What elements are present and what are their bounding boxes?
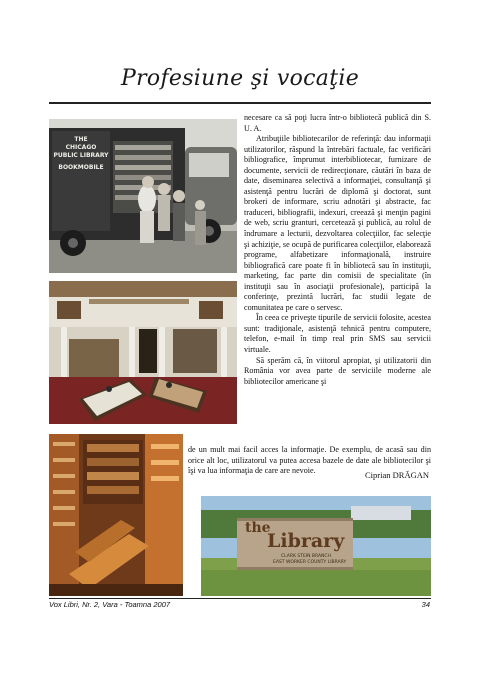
footer-rule <box>49 598 431 599</box>
sign-main-text: Library <box>267 530 345 552</box>
reading-room-photo <box>49 281 237 424</box>
paragraph-4b: de un mult mai facil acces la informaţie. De exemplu, de acasă sau din orice alt loc, utilizatorul va putea accesa bazele de date ale bibliotecilor şi îşi va lua informaţia de care are nevoie. <box>188 445 431 476</box>
author-signature: Ciprian DRĂGAN <box>365 470 429 480</box>
page-title: Profesiune şi vocaţie <box>120 66 360 91</box>
article-column <box>244 113 431 387</box>
paragraph-3: În ceea ce priveşte tipurile de servicii folosite, acestea sunt: tradiţionale, asistenţă tehnică pentru computere, telefon, e-mail în timp real prin SMS sau servicii virtuale. <box>244 313 431 355</box>
page-number: 34 <box>421 600 430 609</box>
sign-line-2: CHICAGO <box>65 144 97 151</box>
header-rule <box>49 102 431 104</box>
bookmobile-sign-text <box>51 136 111 172</box>
sign-top-text: the <box>245 520 271 536</box>
bookmobile-photo <box>49 119 237 273</box>
sign-line-3: PUBLIC LIBRARY <box>53 152 109 159</box>
sign-line-4: BOOKMOBILE <box>58 164 104 171</box>
library-sign-photo <box>201 496 431 596</box>
sign-sub-text-1: CLARK STEIN BRANCH <box>281 554 331 559</box>
wooden-library-photo <box>49 434 183 596</box>
sign-sub-text-2: EAST WORKER COUNTY LIBRARY <box>273 560 347 565</box>
paragraph-2: Atribuţiile bibliotecarilor de referinţă: dau informaţii utilizatorilor, răspund la întrebări factuale, fac verificări bibliografice, împrumut interbibliotecar, furnizare de documente, servicii de redirecţionare, căutări în baza de date, diseminarea selectivă a informaţiei, consultanţă şi asistenţă pentru lucrări de diplomă şi doctorat, sunt brokeri de informare, scriu adnotări şi abstracte, fac traduceri, bibliografii, indexuri, creează şi menţin pagini de web, scriu granturi, cercetează şi publică, au rolul de îndrumare a lecturii, dezvoltarea colecţiilor, fac selecţie şi achiziţie, se ocupă de purificarea colecţiilor, elaborează programe, alfabetizare informaţională, instruire bibliografică care poate fi în bibliotecă sau în instituţii, marketing, fac parte din comisii de specialitate (în instituţii sau în asociaţii profesionale), participă la conferinţe, prezintă lucrări, fac studii legate de comunitatea pe care o servesc. <box>244 134 431 312</box>
paragraph-1: necesare ca să poţi lucra într-o bibliotecă publică din S. U. A. <box>244 113 431 133</box>
sign-line-1: THE <box>74 136 88 143</box>
paragraph-4a: Să sperăm că, în viitorul apropiat, şi utilizatorii din România vor avea parte de serviciile moderne ale bibliotecilor americane şi <box>244 355 431 386</box>
page-footer <box>49 600 430 609</box>
footer-issue: Vox Libri, Nr. 2, Vara - Toamna 2007 <box>49 600 171 609</box>
